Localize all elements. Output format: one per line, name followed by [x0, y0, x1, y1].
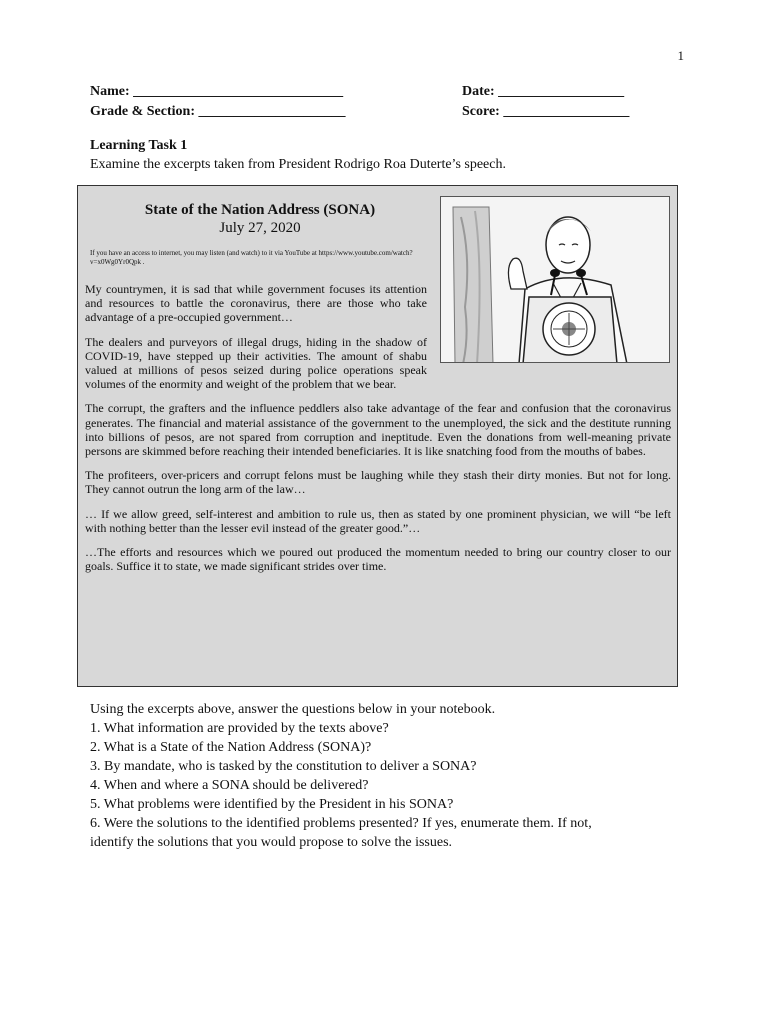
page-number: 1: [677, 48, 684, 63]
learning-task: [90, 136, 506, 174]
excerpt-paragraph: …The efforts and resources which we poured out produced the momentum needed to bring our country closer to our goals. Suffice it to state, we made significant strides over time.: [85, 545, 671, 574]
task-title: Learning Task 1: [90, 138, 188, 153]
question-item: 4. When and where a SONA should be delivered?: [90, 778, 369, 793]
grade-section-field: Grade & Section: _____________________: [90, 104, 346, 119]
excerpt-paragraph: My countrymen, it is sad that while government focuses its attention and resources to battle the coronavirus, there are those who take advantage of a pre-occupied government…: [85, 282, 427, 325]
excerpt-paragraph: The corrupt, the grafters and the influence peddlers also take advantage of the fear and confusion that the coronavirus generates. The financial and material assistance of the government to the unemployed, the sick and the destitute running into billions of pesos, are not spared from corruption and ineptitude. Even the donations from well-meaning private persons are skimmed before reaching their intended beneficiaries. It is like snatching food from the mouths of babes.: [85, 401, 671, 459]
date-field: Date: __________________: [462, 84, 625, 99]
excerpt-paragraph: … If we allow greed, self-interest and ambition to rule us, then as stated by one prominent physician, we will “be left with nothing better than the lesser evil instead of the greater good.”…: [85, 506, 671, 535]
excerpt-link-note: If you have an access to internet, you may listen (and watch) to it via YouTube at https://www.youtube.com/watch?v=x0Wg0Yr0Qpk .: [90, 249, 413, 266]
excerpt-body: [85, 282, 671, 583]
speech-excerpt-box: [77, 185, 678, 687]
question-item: 1. What information are provided by the texts above?: [90, 721, 389, 736]
excerpt-paragraph: The dealers and purveyors of illegal drugs, hiding in the shadow of COVID-19, have stepped up their activities. The amount of shabu valued at millions of pesos seized during police operations speak volumes of the enormity and weight of the problem that we bear.: [85, 334, 427, 392]
excerpt-paragraph: The profiteers, over-pricers and corrupt felons must be laughing while they stash their dirty monies. But not for long. They cannot outrun the long arm of the law…: [85, 468, 671, 497]
question-item: 6. Were the solutions to the identified problems presented? If yes, enumerate them. If not, identify the solutions that you would propose to solve the issues.: [90, 816, 592, 850]
score-field: Score: __________________: [462, 104, 630, 119]
question-item: 3. By mandate, who is tasked by the constitution to deliver a SONA?: [90, 759, 477, 774]
student-info-header: [90, 82, 650, 122]
task-instruction: Examine the excerpts taken from President Rodrigo Roa Duterte’s speech.: [90, 157, 506, 172]
excerpt-date: July 27, 2020: [219, 220, 301, 236]
name-field: Name: ______________________________: [90, 84, 344, 99]
questions-intro: Using the excerpts above, answer the questions below in your notebook.: [90, 702, 496, 717]
questions-section: [90, 700, 600, 852]
question-item: 2. What is a State of the Nation Address (SONA)?: [90, 740, 372, 755]
excerpt-title: State of the Nation Address (SONA): [144, 202, 376, 218]
question-item: 5. What problems were identified by the President in his SONA?: [90, 797, 454, 812]
